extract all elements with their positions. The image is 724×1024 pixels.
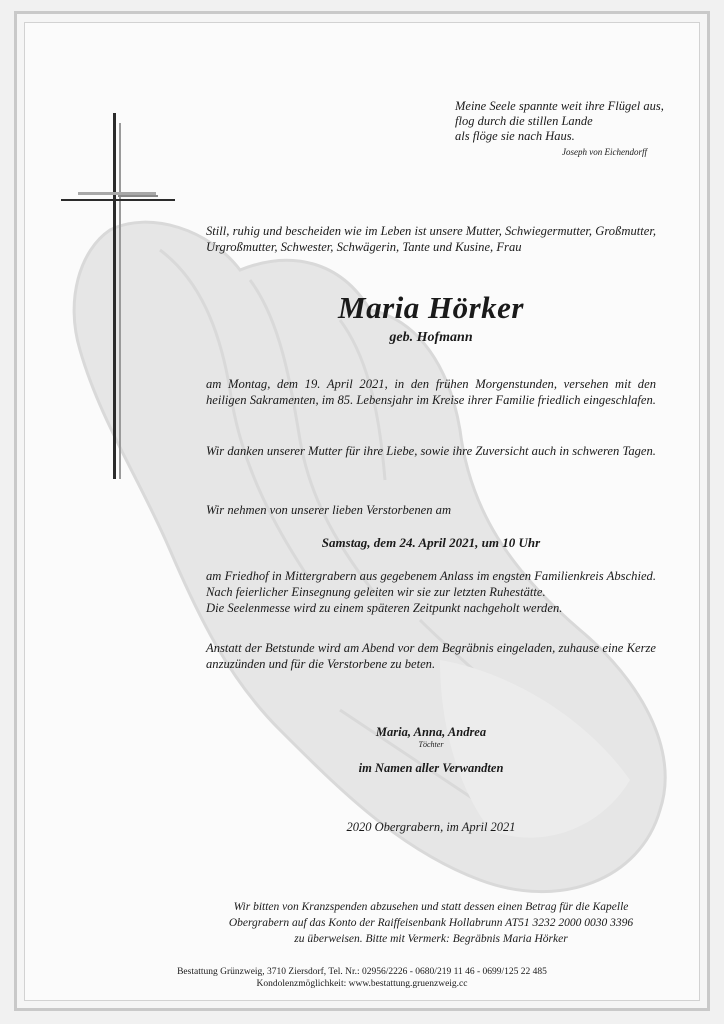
- cross-icon: [58, 113, 178, 481]
- poem-line: Meine Seele spannte weit ihre Flügel aus,: [455, 99, 664, 113]
- ceremony-text-1: am Friedhof in Mittergrabern aus gegebenem Anlass im engsten Familienkreis Abschied. Nach feierlicher Einsegnung geleiten wir sie zur letzten Ruhestätte.: [206, 569, 656, 599]
- donation-note: [206, 899, 656, 947]
- donation-line: zu überweisen. Bitte mit Vermerk: Begräbnis Maria Hörker: [294, 933, 568, 945]
- ceremony-text-2: Die Seelenmesse wird zu einem späteren Zeitpunkt nachgeholt werden.: [206, 601, 563, 615]
- death-notice: am Montag, dem 19. April 2021, in den frühen Morgenstunden, versehen mit den heiligen Sakramenten, im 85. Lebensjahr im Kreise ihrer Familie friedlich eingeschlafen.: [206, 377, 656, 407]
- thanks-text: Wir danken unserer Mutter für ihre Liebe, sowie ihre Zuversicht auch in schweren Tagen.: [206, 444, 656, 458]
- donation-line: Wir bitten von Kranzspenden abzusehen und statt dessen einen Betrag für die Kapelle: [233, 901, 629, 913]
- condolence-website: Kondolenzmöglichkeit: www.bestattung.gruenzweig.cc: [256, 979, 468, 989]
- place-date: 2020 Obergrabern, im April 2021: [346, 820, 516, 834]
- birth-name: geb. Hofmann: [389, 330, 473, 345]
- poem-author: Joseph von Eichendorff: [562, 147, 647, 157]
- undertaker-contact: Bestattung Grünzweig, 3710 Ziersdorf, Tel. Nr.: 02956/2226 - 0680/219 11 46 - 0699/125 22 485: [177, 967, 547, 977]
- poem: [455, 99, 664, 144]
- relatives-line: im Namen aller Verwandten: [358, 761, 504, 775]
- poem-line: als flöge sie nach Haus.: [455, 129, 575, 143]
- undertaker-footer: [150, 966, 574, 990]
- intro-text: Still, ruhig und bescheiden wie im Leben ist unsere Mutter, Schwiegermutter, Großmutter, Urgroßmutter, Schwester, Schwägerin, Tante und Kusine, Frau: [206, 224, 656, 254]
- farewell-intro: Wir nehmen von unserer lieben Verstorbenen am: [206, 503, 452, 517]
- deceased-name: Maria Hörker: [338, 290, 524, 325]
- funeral-date: Samstag, dem 24. April 2021, um 10 Uhr: [321, 535, 541, 550]
- donation-line: Obergrabern auf das Konto der Raiffeisenbank Hollabrunn AT51 3232 2000 0030 3396: [228, 917, 634, 929]
- mourner-names: Maria, Anna, Andrea: [375, 725, 487, 739]
- prayer-note: Anstatt der Betstunde wird am Abend vor dem Begräbnis eingeladen, zuhause eine Kerze anzuzünden und für die Verstorbene zu beten.: [206, 641, 656, 671]
- mourner-relation: Töchter: [418, 740, 444, 749]
- poem-line: flog durch die stillen Lande: [455, 114, 593, 128]
